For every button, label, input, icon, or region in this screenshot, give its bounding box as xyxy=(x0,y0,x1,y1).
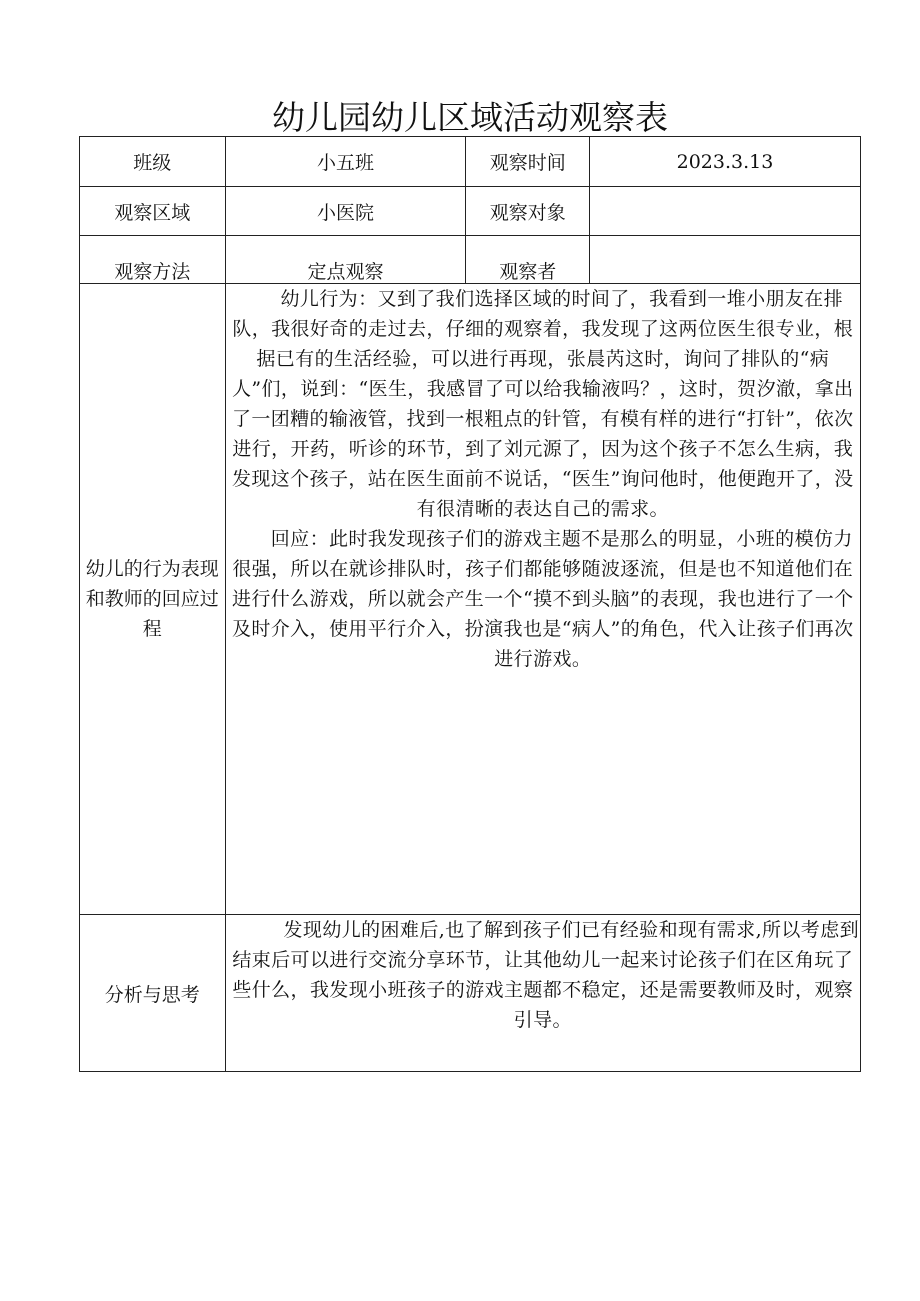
behavior-paragraph-1: 幼儿行为：又到了我们选择区域的时间了，我看到一堆小朋友在排队，我很好奇的走过去，仔细的观察着，我发现了这两位医生很专业，根据已有的生活经验，可以进行再现，张晨芮这时，询问了排队的“病人”们，说到：“医生，我感冒了可以给我输液吗？，这时，贺汐澈，拿出了一团糟的输液管，找到一根粗点的针管，有模有样的进行“打针”，依次进行，开药，听诊的环节，到了刘元源了，因为这个孩子不怎么生病，我发现这个孩子，站在医生面前不说话，“医生”询问他时，他便跑开了，没有很清晰的表达自己的需求。 xyxy=(231,288,854,520)
table-row xyxy=(80,236,861,284)
method-value: 定点观察 xyxy=(225,236,466,284)
analysis-paragraph: 发现幼儿的困难后,也了解到孩子们已有经验和现有需求,所以考虑到结束后可以进行交流分享环节，让其他幼儿一起来讨论孩子们在区角玩了些什么，我发现小班孩子的游戏主题都不稳定，还是需要教师及时，观察引导。 xyxy=(232,919,860,1031)
observer-value xyxy=(589,236,860,284)
class-label: 班级 xyxy=(80,137,226,187)
time-value: 2023.3.13 xyxy=(589,137,860,187)
table-row xyxy=(80,187,861,236)
class-value: 小五班 xyxy=(225,137,466,187)
method-label: 观察方法 xyxy=(80,236,226,284)
table-row xyxy=(80,915,861,1072)
area-label: 观察区域 xyxy=(80,187,226,236)
observation-table xyxy=(79,136,861,1072)
time-label: 观察时间 xyxy=(466,137,589,187)
subject-value xyxy=(589,187,860,236)
table-row xyxy=(80,284,861,915)
behavior-text xyxy=(225,284,860,915)
behavior-label: 幼儿的行为表现和教师的回应过程 xyxy=(80,284,226,915)
observer-label: 观察者 xyxy=(466,236,589,284)
analysis-label: 分析与思考 xyxy=(80,915,226,1072)
area-value: 小医院 xyxy=(225,187,466,236)
behavior-paragraph-2: 回应：此时我发现孩子们的游戏主题不是那么的明显，小班的模仿力很强，所以在就诊排队时，孩子们都能够随波逐流，但是也不知道他们在进行什么游戏，所以就会产生一个“摸不到头脑”的表现，我也进行了一个及时介入，使用平行介入，扮演我也是“病人”的角色，代入让孩子们再次进行游戏。 xyxy=(231,528,854,670)
subject-label: 观察对象 xyxy=(466,187,589,236)
analysis-text xyxy=(225,915,860,1072)
table-row xyxy=(80,137,861,187)
page-title: 幼儿园幼儿区域活动观察表 xyxy=(272,98,668,137)
